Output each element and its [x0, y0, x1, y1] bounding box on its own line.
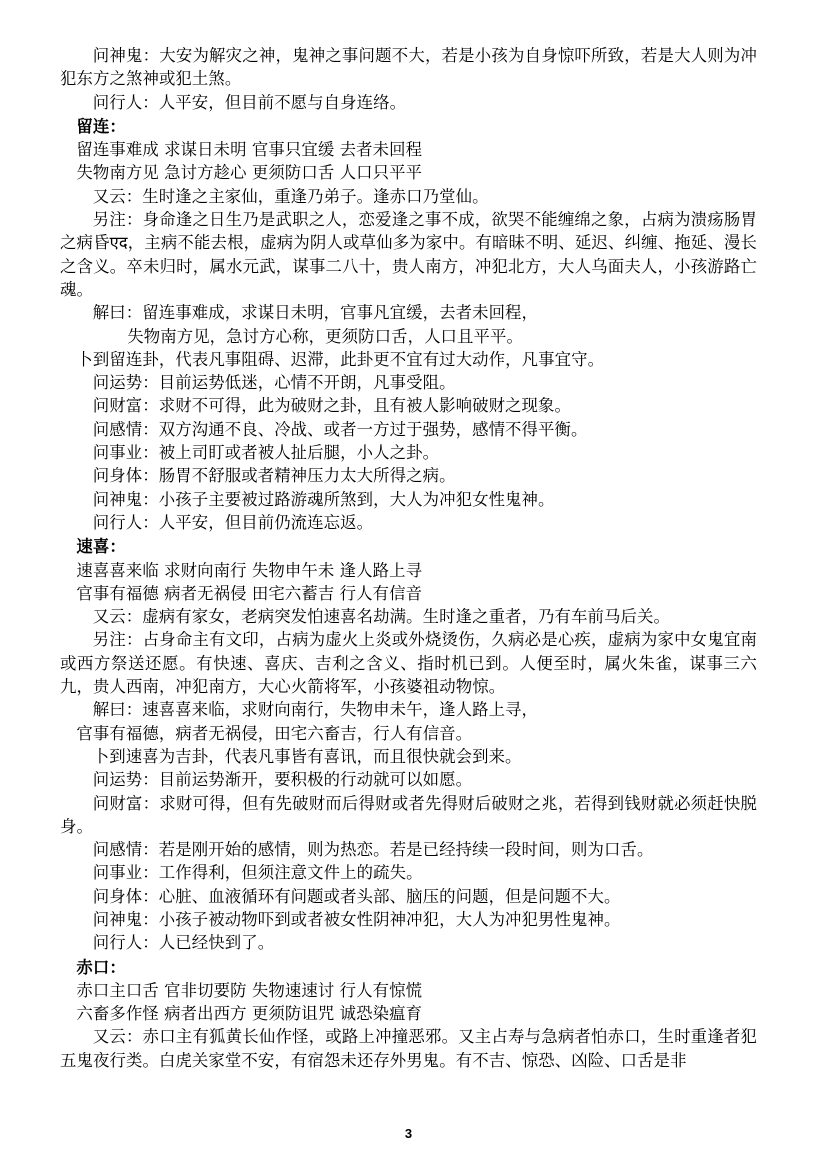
paragraph-ask-health-suxi: 问身体：心脏、血液循环有问题或者头部、脑压的问题，但是问题不大。 — [92, 886, 621, 906]
section-heading-liulian: 留连： — [76, 116, 126, 136]
verse-line-suxi-2: 官事有福德 病者无祸侵 田宅六蓄吉 行人有信音 — [76, 583, 423, 603]
paragraph-ask-health-liulian: 问身体：肠胃不舒服或者精神压力太大所得之病。 — [92, 466, 456, 486]
paragraph-ask-career-liulian: 问事业：被上司盯或者被人扯后腿，小人之卦。 — [92, 443, 440, 463]
paragraph-ask-spirits-daan: 问神鬼：大安为解灾之神，鬼神之事问题不大，若是小孩为自身惊吓所致，若是大人则为冲犯东方之煞神或犯土煞。 — [60, 46, 757, 89]
paragraph-ask-traveler-daan: 问行人：人平安，但目前不愿与自身连络。 — [92, 92, 407, 112]
paragraph-ask-wealth-suxi: 问财富：求财可得，但有先破财而后得财或者先得财后破财之兆，若得到钱财就必须赶快脱身。 — [60, 793, 757, 836]
paragraph-ask-traveler-liulian: 问行人：人平安，但目前仍流连忘返。 — [92, 512, 374, 532]
paragraph-youyun-suxi: 又云：虚病有家女，老病突发怕速喜名劫满。生时逢之重者，乃有车前马后关。 — [92, 607, 670, 627]
paragraph-ask-love-liulian: 问感情：双方沟通不良、冷战、或者一方过于强势，感情不得平衡。 — [92, 419, 588, 439]
paragraph-ask-fortune-suxi: 问运势：目前运势渐开，要积极的行动就可以如愿。 — [92, 770, 473, 790]
section-heading-chikou: 赤口： — [76, 957, 126, 977]
paragraph-jieyue-liulian-1: 解曰：留连事难成，求谋日未明，官事凡宜缓，去者未回程， — [92, 303, 539, 323]
paragraph-ask-love-suxi: 问感情：若是刚开始的感情，则为热恋。若是已经持续一段时间，则为口舌。 — [92, 840, 654, 860]
paragraph-ask-career-suxi: 问事业：工作得利，但须注意文件上的疏失。 — [92, 863, 423, 883]
paragraph-lingzhu-liulian: 另注：身命逢之日生乃是武职之人，恋爱逢之事不成，欲哭不能缠绵之象，占病为溃疡肠胃之病昏एद，主病不能去根，虚病为阴人或草仙多为家中。有暗昧不明、延迟、纠缠、拖延、漫长之含义。卒未归时，属水元武，谋事二八十，贵人南方，冲犯北方，大人乌面夫人，小孩游路亡魂。 — [60, 210, 757, 299]
paragraph-ask-spirits-liulian: 问神鬼：小孩子主要被过路游魂所煞到，大人为冲犯女性鬼神。 — [92, 489, 555, 509]
page-number: 3 — [404, 1126, 413, 1141]
paragraph-bodao-liulian: 卜到留连卦，代表凡事阻碍、迟滞，此卦更不宜有过大动作，凡事宜守。 — [76, 349, 605, 369]
paragraph-ask-traveler-suxi: 问行人：人已经快到了。 — [92, 933, 275, 953]
paragraph-ask-spirits-suxi: 问神鬼：小孩子被动物吓到或者被女性阴神冲犯，大人为冲犯男性鬼神。 — [92, 909, 621, 929]
verse-line-liulian-1: 留连事难成 求谋日未明 官事只宜缓 去者未回程 — [76, 140, 423, 160]
paragraph-bodao-suxi: 卜到速喜为吉卦，代表凡事皆有喜讯，而且很快就会到来。 — [92, 746, 522, 766]
paragraph-lingzhu-suxi: 另注：占身命主有文印，占病为虚火上炎或外烧烫伤，久病必是心疾，虚病为家中女鬼宜南或西方祭送还愿。有快速、喜庆、吉利之含义、指时机已到。人便至时，属火朱雀，谋事三六九，贵人西南，冲犯南方，大心火箭将军，小孩婆祖动物惊。 — [60, 630, 757, 697]
verse-line-suxi-1: 速喜喜来临 求财向南行 失物申午未 逢人路上寻 — [76, 560, 423, 580]
paragraph-jieyue-suxi-2: 官事有福德，病者无祸侵，田宅六畜吉，行人有信音。 — [76, 723, 473, 743]
paragraph-jieyue-suxi-1: 解曰：速喜喜来临，求财向南行，失物申未午，逢人路上寻， — [92, 700, 539, 720]
paragraph-youyun-chikou: 又云：赤口主有狐黄长仙作怪，或路上冲撞恶邪。又主占寿与急病者怕赤口，生时重逢者犯五鬼夜行类。白虎关家堂不安，有宿怨未还存外男鬼。有不吉、惊恐、凶险、口舌是非 — [60, 1027, 757, 1070]
verse-line-chikou-1: 赤口主口舌 官非切要防 失物速速讨 行人有惊慌 — [76, 980, 423, 1000]
verse-line-chikou-2: 六畜多作怪 病者出西方 更须防诅咒 诚恐染瘟育 — [76, 1004, 423, 1024]
verse-line-liulian-2: 失物南方见 急讨方趁心 更须防口舌 人口只平平 — [76, 163, 423, 183]
paragraph-ask-wealth-liulian: 问财富：求财不可得，此为破财之卦，且有被人影响破财之现象。 — [92, 396, 572, 416]
document-body — [60, 44, 757, 1072]
paragraph-jieyue-liulian-2: 失物南方见，急讨方心称，更须防口舌，人口且平平。 — [127, 326, 524, 346]
paragraph-ask-fortune-liulian: 问运势：目前运势低迷，心情不开朗，凡事受阻。 — [92, 373, 456, 393]
paragraph-youyun-liulian: 又云：生时逢之主家仙，重逢乃弟子。逢赤口乃堂仙。 — [92, 186, 489, 206]
section-heading-suxi: 速喜： — [76, 537, 126, 557]
